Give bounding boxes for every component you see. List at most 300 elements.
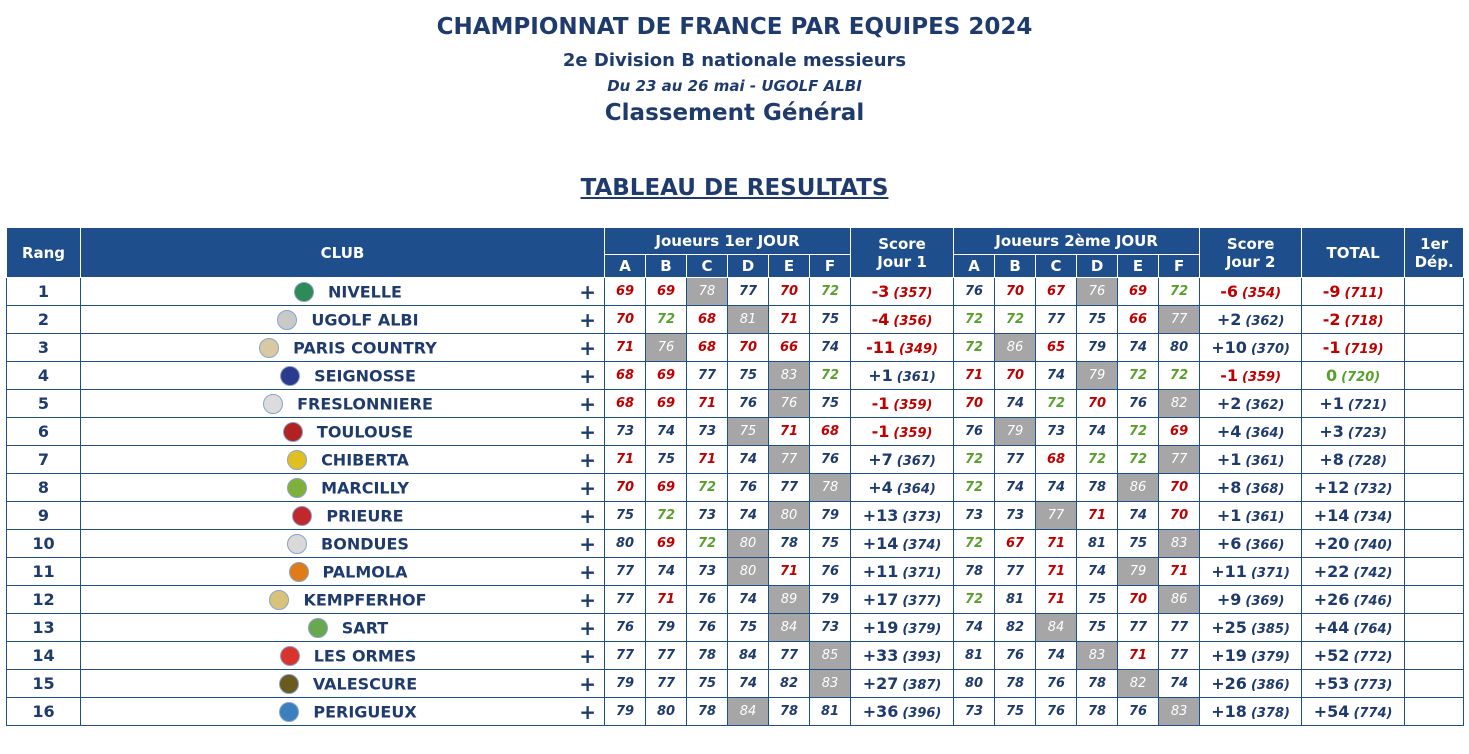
total-strokes: (746) (1353, 594, 1393, 609)
day2-score-cell: 74 (1077, 418, 1118, 446)
score-day1-strokes: (359) (893, 398, 933, 413)
score-day2-value: +11 (1211, 562, 1247, 581)
day1-score-cell: 85 (810, 642, 851, 670)
day1-score-cell: 69 (646, 362, 687, 390)
score-day1-value: +27 (862, 674, 899, 693)
day1-score-cell: 77 (769, 474, 810, 502)
day1-score-cell: 73 (687, 418, 728, 446)
expand-plus-button[interactable]: + (579, 588, 596, 612)
table-row (7, 306, 1464, 334)
day1-score-cell: 72 (646, 502, 687, 530)
day1-score-cell: 69 (646, 474, 687, 502)
score-day2-strokes: (361) (1245, 510, 1285, 525)
score-day2-cell (1200, 558, 1302, 586)
day2-score-cell: 74 (1036, 642, 1077, 670)
day2-score-cell: 69 (1159, 418, 1200, 446)
rank-cell: 13 (7, 614, 81, 642)
day1-score-cell: 71 (646, 586, 687, 614)
col-first-dep: 1er Dép. (1405, 228, 1464, 278)
day2-score-cell: 75 (1077, 306, 1118, 334)
score-day1-value: +13 (862, 506, 899, 525)
score-day1-cell (851, 670, 954, 698)
total-strokes: (764) (1353, 622, 1393, 637)
rank-cell: 15 (7, 670, 81, 698)
day1-score-cell: 75 (810, 390, 851, 418)
day2-score-cell: 76 (1118, 698, 1159, 726)
day1-score-cell: 84 (728, 698, 769, 726)
expand-plus-button[interactable]: + (579, 532, 596, 556)
first-dep-cell (1405, 474, 1464, 502)
day1-score-cell: 79 (605, 698, 646, 726)
score-day2-value: -1 (1220, 366, 1238, 385)
total-strokes: (774) (1353, 706, 1393, 721)
total-value: +3 (1319, 422, 1344, 441)
day2-score-cell: 86 (995, 334, 1036, 362)
day2-score-cell: 76 (1036, 670, 1077, 698)
expand-plus-button[interactable]: + (579, 308, 596, 332)
total-value: +14 (1313, 506, 1350, 525)
expand-plus-button[interactable]: + (579, 336, 596, 360)
table-row (7, 278, 1464, 306)
first-dep-cell (1405, 698, 1464, 726)
page-title: CHAMPIONNAT DE FRANCE PAR EQUIPES 2024 (436, 14, 1033, 40)
rank-cell: 2 (7, 306, 81, 334)
club-logo-icon (289, 562, 309, 582)
first-dep-cell (1405, 530, 1464, 558)
score-day2-strokes: (369) (1245, 594, 1285, 609)
first-dep-cell (1405, 278, 1464, 306)
day2-score-cell: 76 (1077, 278, 1118, 306)
total-strokes: (742) (1353, 566, 1393, 581)
day2-score-cell: 86 (1118, 474, 1159, 502)
day1-score-cell: 76 (687, 586, 728, 614)
expand-plus-button[interactable]: + (579, 476, 596, 500)
score-day2-strokes: (364) (1245, 426, 1285, 441)
total-strokes: (734) (1353, 510, 1393, 525)
score-day2-cell (1200, 418, 1302, 446)
day2-score-cell: 75 (995, 698, 1036, 726)
day2-score-cell: 78 (1077, 698, 1118, 726)
expand-plus-button[interactable]: + (579, 392, 596, 416)
day2-score-cell: 74 (1118, 502, 1159, 530)
day2-score-cell: 65 (1036, 334, 1077, 362)
total-cell (1302, 530, 1405, 558)
day2-score-cell: 70 (1159, 502, 1200, 530)
day2-score-cell: 70 (954, 390, 995, 418)
day2-score-cell: 76 (954, 418, 995, 446)
score-day2-value: +2 (1216, 394, 1242, 413)
day2-score-cell: 72 (1118, 362, 1159, 390)
table-row (7, 390, 1464, 418)
rank-cell: 11 (7, 558, 81, 586)
expand-plus-button[interactable]: + (579, 700, 596, 724)
col-day1-player-a: A (605, 255, 646, 278)
col-day1-player-b: B (646, 255, 687, 278)
total-cell (1302, 558, 1405, 586)
day1-score-cell: 80 (605, 530, 646, 558)
day1-score-cell: 76 (728, 474, 769, 502)
score-day2-value: +1 (1216, 450, 1242, 469)
club-cell (81, 390, 605, 418)
day2-score-cell: 72 (954, 306, 995, 334)
total-value: +54 (1313, 702, 1350, 721)
club-name: BONDUES (321, 534, 409, 553)
day1-score-cell: 78 (769, 698, 810, 726)
table-row (7, 334, 1464, 362)
score-day1-strokes: (387) (902, 678, 942, 693)
total-strokes: (718) (1344, 314, 1384, 329)
score-day2-value: -6 (1220, 282, 1238, 301)
col-day1-player-f: F (810, 255, 851, 278)
day1-score-cell: 68 (605, 362, 646, 390)
day2-score-cell: 72 (954, 474, 995, 502)
score-day1-value: -11 (866, 338, 895, 357)
score-day1-value: +11 (862, 562, 899, 581)
score-day1-strokes: (359) (893, 426, 933, 441)
day1-score-cell: 77 (605, 558, 646, 586)
score-day2-strokes: (378) (1250, 706, 1290, 721)
col-rang: Rang (7, 228, 81, 278)
day2-score-cell: 72 (1159, 278, 1200, 306)
total-value: -1 (1322, 338, 1341, 357)
club-cell (81, 558, 605, 586)
score-day2-strokes: (379) (1250, 650, 1290, 665)
score-day2-strokes: (385) (1250, 622, 1290, 637)
day2-score-cell: 77 (1036, 306, 1077, 334)
day2-score-cell: 76 (995, 642, 1036, 670)
club-cell (81, 670, 605, 698)
day1-score-cell: 80 (769, 502, 810, 530)
day1-score-cell: 74 (810, 334, 851, 362)
rank-cell: 16 (7, 698, 81, 726)
total-cell (1302, 642, 1405, 670)
score-day1-strokes: (357) (893, 286, 933, 301)
day1-score-cell: 80 (728, 558, 769, 586)
day1-score-cell: 75 (810, 306, 851, 334)
first-dep-cell (1405, 502, 1464, 530)
club-cell (81, 586, 605, 614)
club-cell (81, 698, 605, 726)
score-day2-strokes: (370) (1250, 342, 1290, 357)
first-dep-cell (1405, 642, 1464, 670)
day2-score-cell: 73 (954, 502, 995, 530)
day1-score-cell: 71 (769, 306, 810, 334)
day2-score-cell: 82 (1159, 390, 1200, 418)
total-value: +12 (1313, 478, 1350, 497)
first-dep-cell (1405, 362, 1464, 390)
club-name: MARCILLY (321, 478, 409, 497)
club-logo-icon (277, 310, 297, 330)
day1-score-cell: 74 (646, 418, 687, 446)
score-day1-strokes: (377) (902, 594, 942, 609)
results-table-title: TABLEAU DE RESULTATS (580, 175, 889, 201)
score-day1-strokes: (367) (896, 454, 936, 469)
expand-plus-button[interactable]: + (579, 364, 596, 388)
day2-score-cell: 72 (1118, 446, 1159, 474)
day2-score-cell: 78 (995, 670, 1036, 698)
day2-score-cell: 70 (995, 362, 1036, 390)
day2-score-cell: 77 (995, 446, 1036, 474)
day2-score-cell: 75 (1077, 586, 1118, 614)
col-day1-player-c: C (687, 255, 728, 278)
day1-score-cell: 76 (769, 390, 810, 418)
club-logo-icon (259, 338, 279, 358)
total-strokes: (723) (1347, 426, 1387, 441)
club-logo-icon (287, 450, 307, 470)
total-strokes: (773) (1353, 678, 1393, 693)
expand-plus-button[interactable]: + (579, 560, 596, 584)
day2-score-cell: 66 (1118, 306, 1159, 334)
day2-score-cell: 67 (1036, 278, 1077, 306)
day1-score-cell: 84 (769, 614, 810, 642)
score-day1-cell (851, 642, 954, 670)
day2-score-cell: 78 (954, 558, 995, 586)
score-day2-cell (1200, 278, 1302, 306)
club-name: NIVELLE (328, 282, 402, 301)
club-name: LES ORMES (313, 646, 417, 665)
day1-score-cell: 75 (728, 614, 769, 642)
day1-score-cell: 82 (769, 670, 810, 698)
score-day2-cell (1200, 390, 1302, 418)
day1-score-cell: 79 (810, 502, 851, 530)
score-day1-cell (851, 474, 954, 502)
day1-score-cell: 79 (810, 586, 851, 614)
score-day2-value: +18 (1211, 702, 1247, 721)
score-day2-strokes: (368) (1245, 482, 1285, 497)
day2-score-cell: 70 (1118, 586, 1159, 614)
day1-score-cell: 75 (646, 446, 687, 474)
day1-score-cell: 74 (646, 558, 687, 586)
day2-score-cell: 82 (1118, 670, 1159, 698)
total-cell (1302, 278, 1405, 306)
day1-score-cell: 76 (605, 614, 646, 642)
day1-score-cell: 72 (687, 474, 728, 502)
ranking-title: Classement Général (604, 100, 865, 126)
col-score-day2: Score Jour 2 (1200, 228, 1302, 278)
day1-score-cell: 71 (605, 446, 646, 474)
rank-cell: 8 (7, 474, 81, 502)
expand-plus-button[interactable]: + (579, 448, 596, 472)
score-day2-value: +8 (1216, 478, 1242, 497)
col-score-day1: Score Jour 1 (851, 228, 954, 278)
club-cell (81, 362, 605, 390)
day2-score-cell: 74 (1036, 362, 1077, 390)
score-day2-value: +9 (1216, 590, 1242, 609)
total-strokes: (719) (1344, 342, 1384, 357)
rank-cell: 14 (7, 642, 81, 670)
col-day1-player-e: E (769, 255, 810, 278)
club-name: CHIBERTA (321, 450, 409, 469)
club-cell (81, 474, 605, 502)
day1-score-cell: 83 (769, 362, 810, 390)
score-day2-cell (1200, 698, 1302, 726)
day1-score-cell: 77 (646, 642, 687, 670)
rank-cell: 12 (7, 586, 81, 614)
day1-score-cell: 76 (687, 614, 728, 642)
club-cell (81, 530, 605, 558)
day1-score-cell: 77 (605, 586, 646, 614)
day2-score-cell: 70 (1077, 390, 1118, 418)
expand-plus-button[interactable]: + (579, 420, 596, 444)
score-day1-value: -3 (871, 282, 890, 301)
day1-score-cell: 74 (728, 670, 769, 698)
day1-score-cell: 71 (687, 446, 728, 474)
total-value: +1 (1319, 394, 1344, 413)
day2-score-cell: 77 (995, 558, 1036, 586)
day2-score-cell: 74 (1077, 558, 1118, 586)
score-day1-strokes: (396) (902, 706, 942, 721)
total-strokes: (728) (1347, 454, 1387, 469)
col-total: TOTAL (1302, 228, 1405, 278)
day2-score-cell: 79 (1077, 334, 1118, 362)
day2-score-cell: 77 (1159, 306, 1200, 334)
day2-score-cell: 83 (1077, 642, 1118, 670)
score-day1-value: -4 (871, 310, 890, 329)
day1-score-cell: 74 (728, 586, 769, 614)
expand-plus-button[interactable]: + (579, 672, 596, 696)
day2-score-cell: 78 (1077, 670, 1118, 698)
total-cell (1302, 334, 1405, 362)
total-cell (1302, 362, 1405, 390)
club-cell (81, 446, 605, 474)
col-day2-player-b: B (995, 255, 1036, 278)
total-value: -2 (1322, 310, 1341, 329)
score-day1-cell (851, 558, 954, 586)
day2-score-cell: 71 (1036, 558, 1077, 586)
club-logo-icon (280, 646, 300, 666)
day1-score-cell: 80 (728, 530, 769, 558)
table-row (7, 502, 1464, 530)
day1-score-cell: 76 (810, 558, 851, 586)
day1-score-cell: 68 (687, 306, 728, 334)
total-strokes: (732) (1353, 482, 1393, 497)
club-logo-icon (279, 702, 299, 722)
first-dep-cell (1405, 446, 1464, 474)
expand-plus-button[interactable]: + (579, 280, 596, 304)
day1-score-cell: 75 (810, 530, 851, 558)
results-body (7, 278, 1464, 726)
day2-score-cell: 70 (1159, 474, 1200, 502)
day1-score-cell: 72 (810, 362, 851, 390)
total-strokes: (711) (1344, 286, 1384, 301)
score-day1-cell (851, 362, 954, 390)
day2-score-cell: 74 (954, 614, 995, 642)
club-name: FRESLONNIERE (297, 394, 433, 413)
total-strokes: (740) (1353, 538, 1393, 553)
score-day2-value: +6 (1216, 534, 1242, 553)
club-logo-icon (294, 282, 314, 302)
day2-score-cell: 79 (995, 418, 1036, 446)
day1-score-cell: 81 (728, 306, 769, 334)
score-day1-strokes: (361) (896, 370, 936, 385)
score-day2-value: +2 (1216, 310, 1242, 329)
day1-score-cell: 74 (728, 502, 769, 530)
rank-cell: 4 (7, 362, 81, 390)
total-cell (1302, 446, 1405, 474)
expand-plus-button[interactable]: + (579, 616, 596, 640)
score-day2-value: +26 (1211, 674, 1247, 693)
score-day1-value: -1 (871, 394, 890, 413)
table-row (7, 558, 1464, 586)
day2-score-cell: 71 (1036, 586, 1077, 614)
total-strokes: (772) (1353, 650, 1393, 665)
day2-score-cell: 73 (1036, 418, 1077, 446)
day1-score-cell: 69 (646, 530, 687, 558)
total-cell (1302, 306, 1405, 334)
score-day1-strokes: (349) (898, 342, 939, 357)
score-day1-cell (851, 502, 954, 530)
day2-score-cell: 82 (995, 614, 1036, 642)
total-value: +53 (1313, 674, 1350, 693)
day2-score-cell: 74 (995, 474, 1036, 502)
day2-score-cell: 75 (1077, 614, 1118, 642)
day2-score-cell: 71 (1077, 502, 1118, 530)
rank-cell: 7 (7, 446, 81, 474)
day2-score-cell: 71 (1159, 558, 1200, 586)
day2-score-cell: 77 (1159, 446, 1200, 474)
table-row (7, 446, 1464, 474)
day2-score-cell: 79 (1077, 362, 1118, 390)
day1-score-cell: 77 (769, 446, 810, 474)
day1-score-cell: 73 (605, 418, 646, 446)
score-day2-cell (1200, 474, 1302, 502)
day1-score-cell: 75 (687, 670, 728, 698)
day2-score-cell: 83 (1159, 698, 1200, 726)
day2-score-cell: 80 (954, 670, 995, 698)
day1-score-cell: 89 (769, 586, 810, 614)
day1-score-cell: 71 (687, 390, 728, 418)
score-day1-cell (851, 278, 954, 306)
first-dep-cell (1405, 558, 1464, 586)
expand-plus-button[interactable]: + (579, 504, 596, 528)
first-dep-cell (1405, 670, 1464, 698)
score-day1-strokes: (379) (902, 622, 942, 637)
score-day1-cell (851, 586, 954, 614)
club-cell (81, 502, 605, 530)
day1-score-cell: 75 (728, 362, 769, 390)
first-dep-cell (1405, 306, 1464, 334)
day2-score-cell: 77 (1159, 642, 1200, 670)
day1-score-cell: 78 (810, 474, 851, 502)
expand-plus-button[interactable]: + (579, 644, 596, 668)
score-day1-strokes: (373) (902, 510, 942, 525)
score-day1-value: +19 (862, 618, 899, 637)
day2-score-cell: 72 (1077, 446, 1118, 474)
day1-score-cell: 69 (646, 390, 687, 418)
club-name: PERIGUEUX (313, 702, 417, 721)
first-dep-cell (1405, 334, 1464, 362)
col-day1-player-d: D (728, 255, 769, 278)
day2-score-cell: 77 (1118, 614, 1159, 642)
club-cell (81, 614, 605, 642)
day2-score-cell: 72 (1159, 362, 1200, 390)
day2-score-cell: 77 (1159, 614, 1200, 642)
table-row (7, 670, 1464, 698)
club-name: TOULOUSE (316, 422, 414, 441)
day2-score-cell: 74 (1159, 670, 1200, 698)
score-day2-cell (1200, 334, 1302, 362)
score-day2-cell (1200, 530, 1302, 558)
score-day2-cell (1200, 586, 1302, 614)
day2-score-cell: 74 (1036, 474, 1077, 502)
day2-score-cell: 71 (954, 362, 995, 390)
score-day1-value: +17 (862, 590, 899, 609)
rank-cell: 6 (7, 418, 81, 446)
day2-score-cell: 79 (1118, 558, 1159, 586)
table-row (7, 642, 1464, 670)
day1-score-cell: 77 (728, 278, 769, 306)
score-day1-value: +33 (862, 646, 899, 665)
